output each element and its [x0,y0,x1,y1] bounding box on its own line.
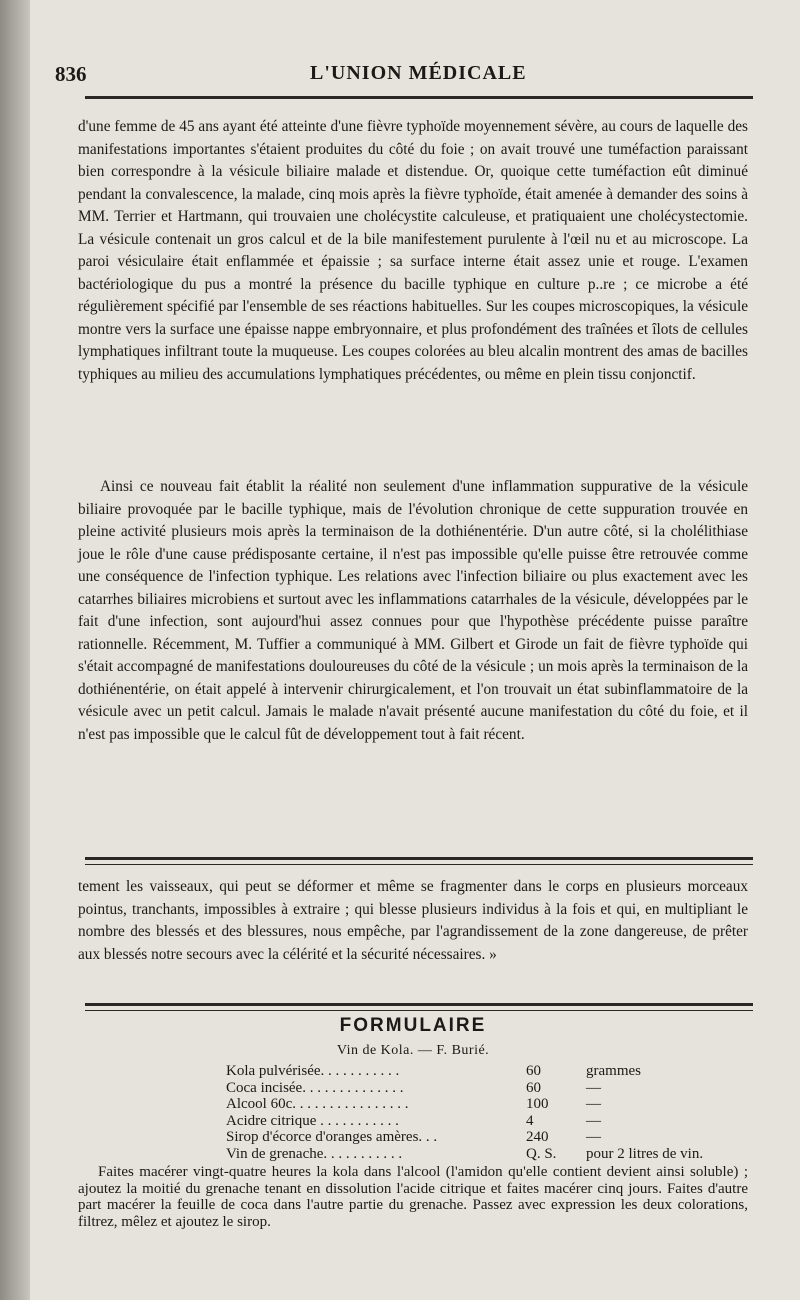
ingredient-row [226,1129,748,1146]
ingredient-name: Sirop d'écorce d'oranges amères. . . [226,1129,438,1145]
article-text-2: Ainsi ce nouveau fait établit la réalité non seulement d'une inflammation suppurative de la vésicule biliaire provoquée par le bacille typhique, mais de l'évolution chronique de cette suppuration trouvée en pleine activité plusieurs mois après la terminaison de la dothiénentérie. D'un autre côté, si la cholélithiase joue le rôle d'une cause prédisposante certaine, il n'est pas impossible qu'elle puisse être retrouvée comme une conséquence de l'infection typhique. Les relations avec l'infection biliaire ou plus exactement avec les catarrhes biliaires microbiens et surtout avec les inflammations catarrhales de la vésicule, développées par le fait d'une infection, sont aujourd'hui assez connues pour que l'hypothèse précédente puisse paraître rationnelle. Récemment, M. Tuffier a communiqué à MM. Gilbert et Girode un fait de fièvre typhoïde qui s'était accompagné de manifestations douloureuses du côté de la vésicule ; un mois après la terminaison de la dothiénentérie, on était appelé à intervenir chirurgicalement, et l'on trouvait un état subinflammatoire de la vésicule avec un petit calcul. Jamais le malade n'avait présenté aucune manifestation du côté du foie, et il n'est pas impossible que le calcul fût de développement tout à fait récent. [78,478,748,744]
ingredient-unit: — [586,1112,601,1129]
page-gutter-shadow [0,0,30,1300]
page-header [55,58,755,88]
ingredient-quantity: Q. S. [526,1145,557,1162]
formulaire-title: FORMULAIRE [339,1015,487,1036]
continuation-paragraph [78,876,748,966]
ingredient-unit: — [586,1096,601,1112]
ingredient-unit: grammes [586,1063,641,1079]
recipe-instructions-text: Faites macérer vingt-quatre heures la kola dans l'alcool (l'amidon qu'elle contient devient ainsi soluble) ; ajoutez la moitié du grenache tenant en dissolution l'acide citrique et faites macérer cinq jours. Faites d'autre part macérer la feuille de coca dans l'autre partie du grenache. Passez avec expression les deux colorations, filtrez, mêlez et ajoutez le sirop. [78,1164,748,1230]
ingredient-row [226,1113,748,1130]
ingredient-quantity: 240 [526,1129,549,1145]
ingredient-name: Kola pulvérisée. . . . . . . . . . . [226,1063,400,1079]
running-title: L'UNION MÉDICALE [310,62,527,84]
article-paragraph-2 [78,476,748,747]
article-text-1: d'une femme de 45 ans ayant été atteinte d'une fièvre typhoïde moyennement sévère, au cours de laquelle des manifestations importantes s'étaient produites du côté du foie ; on avait trouvé une tuméfaction paraissant bien correspondre à la vésicule biliaire malade et distendue. Or, quoique cette tuméfaction eût diminué pendant la convalescence, la malade, cinq mois après la fièvre typhoïde, était amenée à demander des soins à MM. Terrier et Hartmann, qui trouvaien une cholécystite calculeuse, et pratiquaient une cholécystectomie. La vésicule contenait un gros calcul et de la bile manifestement purulente à l'œil nu et au microscope. La paroi vésiculaire était enflammée et épaissie ; sa surface interne était assez unie et rouge. L'examen bactériologique du pus a montré la présence du bacille typhique en culture p..re ; ce microbe a été régulièrement spécifié par l'ensemble de ses réactions habituelles. Sur les coupes microscopiques, la vésicule montre vers la surface une épaisse nappe embryonnaire, et plus profondément des traînées et îlots de cellules lymphatiques infiltrant toute la muqueuse. Les coupes colorées au bleu alcalin montrent des amas de bacilles typhiques au milieu des accumulations lymphatiques précédentes, ou même en plein tissu conjonctif. [78,118,748,384]
ingredient-unit: — [586,1129,601,1145]
ingredient-name: Acidre citrique . . . . . . . . . . . [226,1112,399,1129]
ingredient-name: Vin de grenache. . . . . . . . . . . [226,1145,403,1162]
ingredient-quantity: 60 [526,1079,541,1096]
page-number: 836 [55,62,87,86]
ingredient-name: Coca incisée. . . . . . . . . . . . . . [226,1079,404,1096]
ingredient-row [226,1063,748,1080]
formulaire-divider-rule [85,1003,753,1011]
recipe-instructions [78,1164,748,1230]
ingredient-row [226,1080,748,1097]
recipe-name: Vin de Kola. — F. Burié. [336,1043,490,1058]
ingredient-list [226,1063,748,1162]
continuation-text: tement les vaisseaux, qui peut se déformer et même se fragmenter dans le corps en plusieurs morceaux pointus, tranchants, impossibles à extraire ; qui blesse plusieurs individus à la fois et qui, en multipliant le nombre des blessés et des blessures, nous empêche, par l'agrandissement de la zone dangereuse, de prêter aux blessés notre secours avec la célérité et la sécurité nécessaires. » [78,878,748,963]
ingredient-quantity: 60 [526,1063,541,1079]
ingredient-name: Alcool 60c. . . . . . . . . . . . . . . . [226,1096,409,1112]
ingredient-unit: — [586,1079,601,1096]
formulaire-section [78,1015,748,1230]
section-divider-rule [85,857,753,865]
ingredient-quantity: 100 [526,1096,549,1112]
header-rule [85,96,753,99]
article-paragraph-1 [78,116,748,387]
ingredient-row [226,1096,748,1113]
ingredient-row [226,1146,748,1163]
ingredient-unit: pour 2 litres de vin. [586,1145,704,1162]
ingredient-quantity: 4 [526,1112,534,1129]
